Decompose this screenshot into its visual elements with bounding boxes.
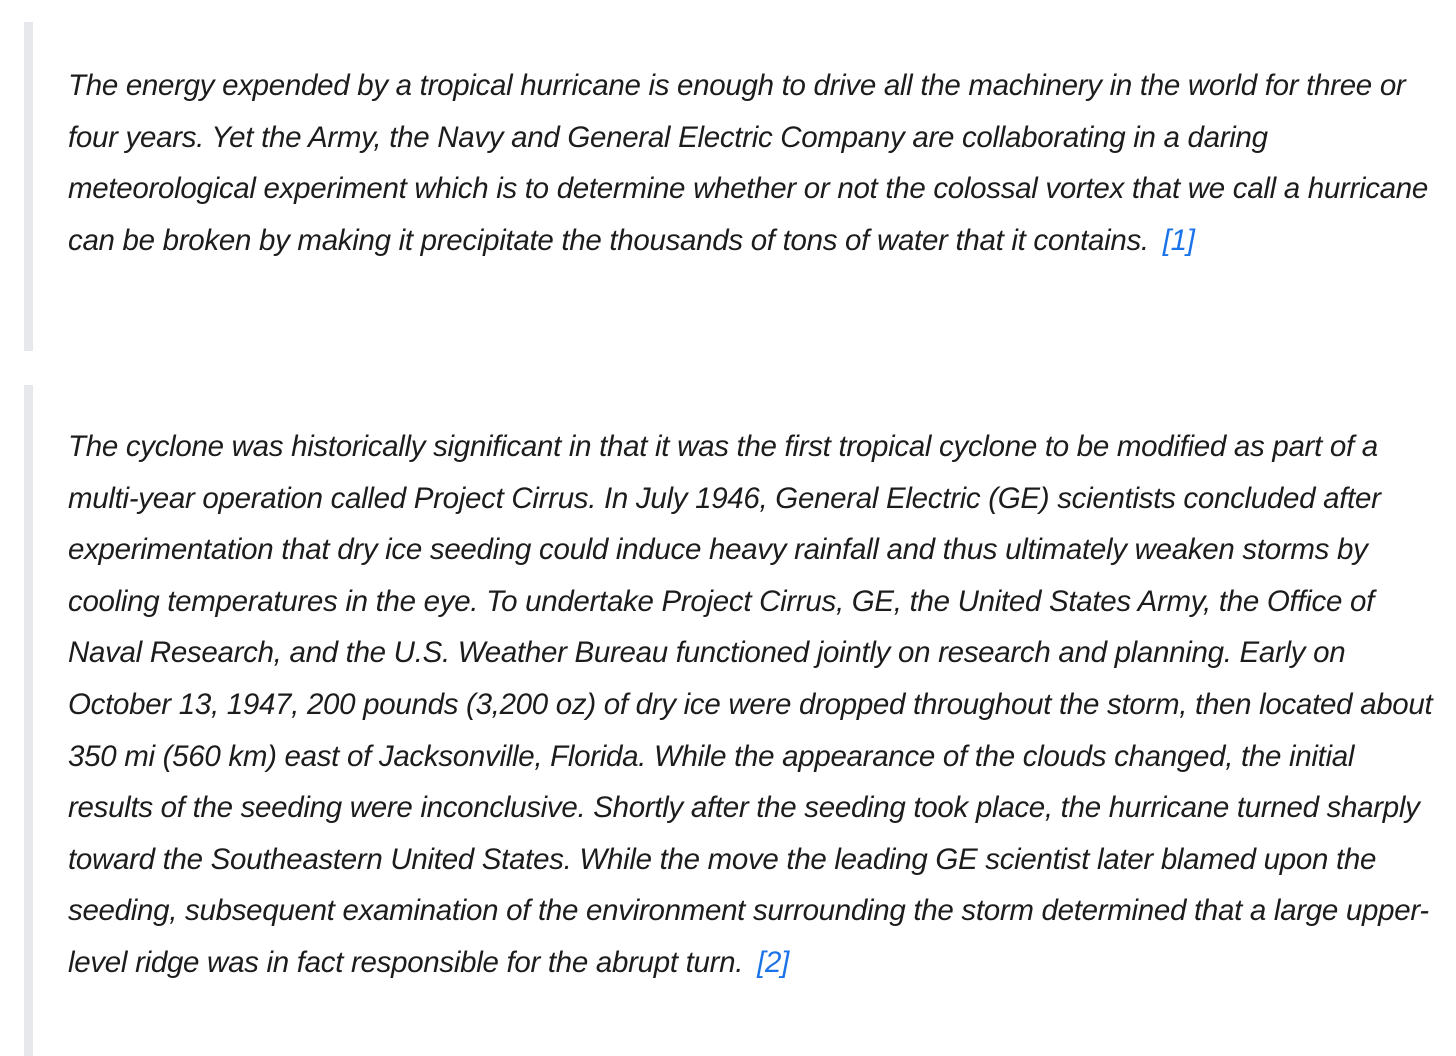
quote-text: The cyclone was historically significant in that it was the first tropical cyclone to be modified as part of a multi-year operation called Project Cirrus. In July 1946, General Electric (GE) scientists concluded after experimentation that dry ice seeding could induce heavy rainfall and thus ultimately weaken storms by cooling temperatures in the eye. To undertake Project Cirrus, GE, the United States Army, the Office of Naval Research, and the U.S. Weather Bureau functioned jointly on research and planning. Early on October 13, 1947, 200 pounds (3,200 oz) of dry ice were dropped throughout the storm, then located about 350 mi (560 km) east of Jacksonville, Florida. While the appearance of the clouds changed, the initial results of the seeding were inconclusive. Shortly after the seeding took place, the hurricane turned sharply toward the Southeastern United States. While the move the leading GE scientist later blamed upon the seeding, subsequent examination of the environment surrounding the storm determined that a large upper-level ridge was in fact responsible for the abrupt turn. <box>68 430 1433 979</box>
quote-paragraph <box>68 60 1436 266</box>
quote-text: The energy expended by a tropical hurricane is enough to drive all the machinery in the world for three or four years. Yet the Army, the Navy and General Electric Company are collaborating in a daring meteorological experiment which is to determine whether or not the colossal vortex that we call a hurricane can be broken by making it precipitate the thousands of tons of water that it contains. <box>68 69 1429 257</box>
blockquote-hurricane-energy <box>24 22 1456 351</box>
quote-paragraph <box>68 421 1436 989</box>
blockquote-project-cirrus <box>24 385 1456 1056</box>
reference-link-2[interactable]: [2] <box>757 945 789 979</box>
reference-link-1[interactable]: [1] <box>1162 223 1195 257</box>
